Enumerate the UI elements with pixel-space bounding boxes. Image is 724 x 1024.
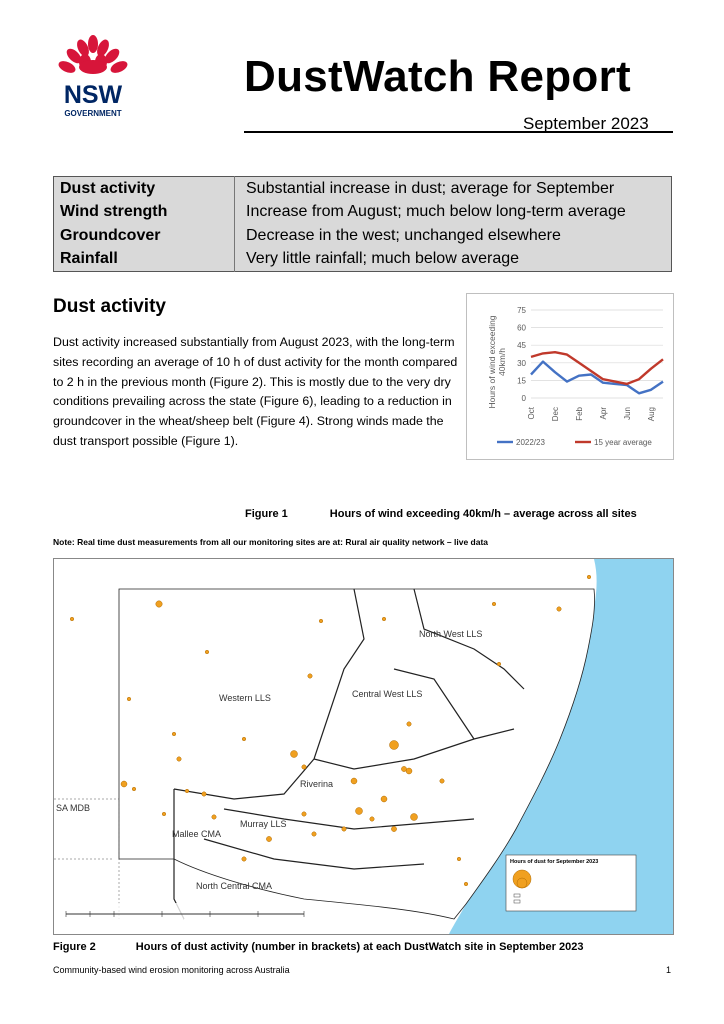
figure-2-caption [53, 941, 583, 953]
legend-small-marker [517, 878, 527, 888]
y-tick-label: 75 [517, 306, 526, 315]
site-marker [587, 575, 591, 579]
section-heading: Dust activity [53, 296, 166, 317]
site-marker [342, 827, 346, 831]
site-marker [497, 662, 501, 666]
site-marker [156, 601, 162, 607]
wind-chart [466, 293, 674, 460]
y-tick-label: 60 [517, 323, 526, 333]
region-label: Mallee CMA [172, 829, 222, 839]
site-marker [302, 765, 306, 769]
summary-row [54, 201, 672, 225]
y-tick-label: 15 [517, 376, 526, 386]
summary-label: Dust activity [60, 179, 156, 197]
site-marker [319, 619, 323, 623]
waratah-icon [57, 35, 130, 75]
page-number: 1 [666, 965, 672, 975]
summary-value: Very little rainfall; much below average [235, 248, 672, 272]
site-marker [440, 779, 444, 783]
site-marker [308, 674, 312, 678]
report-date: September 2023 [523, 114, 649, 133]
map-svg [54, 559, 673, 934]
summary-row [54, 224, 672, 248]
site-marker [266, 836, 271, 841]
site-marker [121, 781, 127, 787]
site-marker [407, 722, 411, 726]
scale-bar-background [60, 903, 314, 919]
summary-value: Decrease in the west; unchanged elsewhere [235, 224, 672, 248]
y-axis-title-line: 40km/h [497, 348, 507, 376]
live-data-note: Note: Real time dust measurements from all our monitoring sites are at: Rural air quality network – live data [53, 537, 489, 547]
body-paragraph: Dust activity increased substantially from August 2023, with the long-term sites recording an average of 10 h of dust activity for the month compared to 2 h in the previous month (Figure 2). This is mostly due to the very dry conditions prevailing across the state (Figure 6), leading to a reduction in groundcover in the wheat/sheep belt (Figure 4). Strong winds made the dust transport possible (Figure 1). [53, 335, 458, 448]
site-marker [312, 832, 316, 836]
map-legend [506, 855, 636, 911]
figure-2-text: Hours of dust activity (number in brackets) at each DustWatch site in September 2023 [135, 941, 584, 953]
summary-value: Increase from August; much below long-term average [235, 201, 672, 225]
site-marker [492, 602, 496, 606]
y-tick-label: 0 [521, 394, 526, 403]
site-marker [557, 607, 561, 611]
legend-label: 15 year average [594, 438, 652, 447]
site-marker [390, 741, 399, 750]
site-marker [302, 812, 306, 816]
site-marker [370, 817, 374, 821]
region-label: Riverina [300, 779, 334, 789]
figure-1-number: Figure 1 [245, 508, 288, 520]
site-marker [356, 808, 363, 815]
region-label: North West LLS [419, 629, 483, 639]
figure-2-number: Figure 2 [53, 941, 96, 953]
scale-bar [60, 903, 314, 919]
summary-label: Groundcover [60, 226, 161, 244]
region-label: North Central CMA [196, 881, 273, 891]
site-marker [70, 617, 74, 621]
site-marker [391, 826, 396, 831]
x-tick-label: Oct [527, 407, 536, 420]
site-marker [202, 792, 206, 796]
logo-subtext: GOVERNMENT [64, 109, 122, 118]
region-label: Murray LLS [240, 819, 287, 829]
dust-activity-map [53, 558, 674, 935]
x-tick-label: Feb [575, 407, 584, 421]
site-marker [127, 697, 131, 701]
y-tick-label: 30 [517, 358, 526, 368]
region-label: Western LLS [219, 693, 271, 703]
y-tick-label: 45 [517, 341, 526, 351]
state-border [54, 799, 119, 919]
summary-row [54, 177, 672, 201]
site-marker [242, 857, 246, 861]
y-axis-title [487, 315, 507, 408]
nsw-government-logo [52, 34, 134, 124]
site-marker [132, 787, 136, 791]
x-tick-label: Jun [623, 407, 632, 420]
site-marker [406, 768, 412, 774]
x-tick-label: Aug [647, 407, 656, 422]
summary-label: Rainfall [60, 250, 118, 268]
site-marker [172, 732, 176, 736]
site-marker [464, 882, 468, 886]
wind-chart-svg [467, 294, 673, 459]
legend-label: 2022/23 [516, 438, 545, 447]
figure-1-text: Hours of wind exceeding 40km/h – average across all sites [329, 508, 637, 520]
x-tick-label: Dec [551, 407, 560, 422]
site-marker [291, 751, 298, 758]
summary-row [54, 248, 672, 272]
site-marker [411, 814, 418, 821]
x-tick-label: Apr [599, 407, 608, 420]
site-marker [351, 778, 357, 784]
summary-table [53, 176, 672, 272]
site-marker [242, 737, 246, 741]
footer-text: Community-based wind erosion monitoring across Australia [53, 965, 290, 975]
summary-label: Wind strength [60, 203, 168, 221]
y-axis-title-line: Hours of wind exceeding [487, 315, 497, 409]
site-marker [381, 796, 387, 802]
site-marker [212, 815, 216, 819]
legend-title: Hours of dust for September 2023 [510, 859, 599, 865]
report-title: DustWatch Report [244, 52, 631, 101]
site-marker [162, 812, 166, 816]
summary-value: Substantial increase in dust; average for September [235, 177, 672, 201]
logo-text: NSW [63, 81, 123, 109]
region-label: SA MDB [56, 803, 91, 813]
site-marker [382, 617, 386, 621]
series-line-current-year [531, 362, 663, 394]
site-marker [205, 650, 209, 654]
site-marker [457, 857, 461, 861]
figure-1-caption [245, 508, 637, 520]
site-marker [185, 789, 189, 793]
region-label: Central West LLS [352, 689, 423, 699]
site-marker [177, 757, 181, 761]
